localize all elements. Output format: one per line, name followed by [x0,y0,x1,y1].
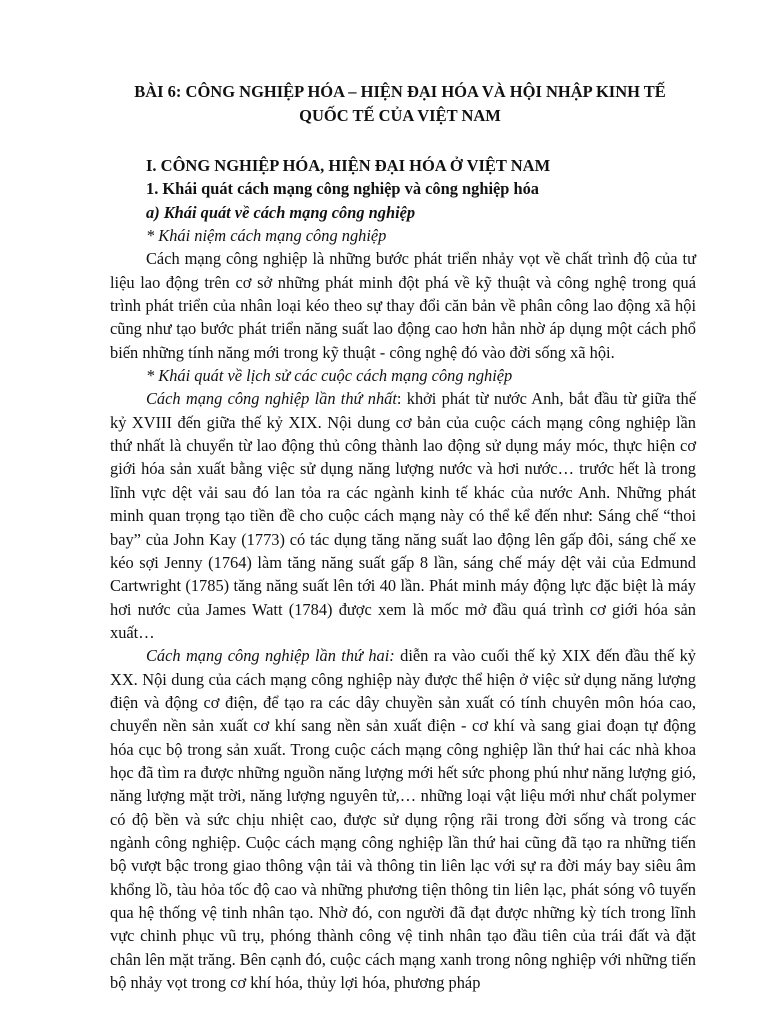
second-revolution-lead: Cách mạng công nghiệp lần thứ hai: [146,646,395,666]
paragraph-second-revolution [110,644,696,994]
subsubsection-heading: a) Khái quát về cách mạng công nghiệp [146,202,416,222]
title-line-1: BÀI 6: CÔNG NGHIỆP HÓA – HIỆN ĐẠI HÓA VÀ HỘI NHẬP KINH TẾ [134,82,666,101]
subsection-heading: 1. Khái quát cách mạng công nghiệp và công nghiệp hóa [146,179,539,199]
second-revolution-text: diễn ra vào cuối thế kỷ XIX đến đầu thế kỷ XX. Nội dung của cách mạng công nghiệp này được thể hiện ở việc sử dụng năng lượng điện và động cơ điện, để tạo ra các dây chuyền sản xuất có tính chuyên môn hóa cao, chuyển nền sản xuất cơ khí sang nền sản xuất điện - cơ khí và sang giai đoạn tự động hóa cục bộ trong sản xuất. Trong cuộc cách mạng công nghiệp lần thứ hai các nhà khoa học đã tìm ra được những nguồn năng lượng mới hết sức phong phú như năng lượng gió, năng lượng mặt trời, năng lượng nguyên tử,… những loại vật liệu mới như chất polymer có độ bền và sức chịu nhiệt cao, được sử dụng rộng rãi trong đời sống và trong các ngành công nghiệp. Cuộc cách mạng công nghiệp lần thứ hai cũng đã tạo ra những tiến bộ vượt bậc trong giao thông vận tải và thông tin liên lạc với sự ra đời máy bay siêu âm khổng lồ, tàu hỏa tốc độ cao và những phương tiện thông tin liên lạc, phát sóng vô tuyến qua hệ thống vệ tinh nhân tạo. Nhờ đó, con người đã đạt được những kỳ tích trong lĩnh vực chinh phục vũ trụ, phóng thành công vệ tinh nhân tạo đầu tiên của trái đất và đặt chân lên mặt trăng. Bên cạnh đó, cuộc cách mạng xanh trong nông nghiệp với những tiến bộ nhảy vọt trong cơ khí hóa, thủy lợi hóa, phương pháp [110,646,696,993]
paragraph-first-revolution [110,387,696,644]
first-revolution-lead: Cách mạng công nghiệp lần thứ nhất [146,389,397,409]
paragraph-concept: Cách mạng công nghiệp là những bước phát triển nhảy vọt về chất trình độ của tư liệu lao động trên cơ sở những phát minh đột phá về kỹ thuật và công nghệ trong quá trình phát triển của nhân loại kéo theo sự thay đổi căn bản về phân công lao động xã hội cũng như tạo bước phát triển năng suất lao động cao hơn hẳn nhờ áp dụng một cách phổ biến những tính năng mới trong kỹ thuật - công nghệ đó vào đời sống xã hội. [110,249,696,362]
first-revolution-text: : khởi phát từ nước Anh, bắt đầu từ giữa thế kỷ XVIII đến giữa thế kỷ XIX. Nội dung cơ bản của cuộc cách mạng công nghiệp lần thứ nhất là chuyển từ lao động thủ công thành lao động sử dụng máy móc, thực hiện cơ giới hóa sản xuất bằng việc sử dụng năng lượng nước và hơi nước… trước hết là trong lĩnh vực dệt vải sau đó lan tỏa ra các ngành kinh tế khác của nước Anh. Những phát minh quan trọng tạo tiền đề cho cuộc cách mạng này có thể kể đến như: Sáng chế “thoi bay” của John Kay (1773) có tác dụng tăng năng suất lao động lên gấp đôi, sáng chế xe kéo sợi Jenny (1764) làm tăng năng suất gấp 8 lần, sáng chế máy dệt vải của Edmund Cartwright (1785) tăng năng suất lên tới 40 lần. Phát minh máy động lực đặc biệt là máy hơi nước của James Watt (1784) được xem là mốc mở đầu quá trình cơ giới hóa sản xuất… [110,389,696,642]
title-line-2: QUỐC TẾ CỦA VIỆT NAM [299,106,501,125]
document-body [110,154,696,994]
section-heading: I. CÔNG NGHIỆP HÓA, HIỆN ĐẠI HÓA Ở VIỆT NAM [146,156,551,175]
document-title [110,80,690,128]
bullet-concept: * Khái niệm cách mạng công nghiệp [146,226,387,246]
bullet-history: * Khái quát về lịch sử các cuộc cách mạng công nghiệp [146,366,513,386]
